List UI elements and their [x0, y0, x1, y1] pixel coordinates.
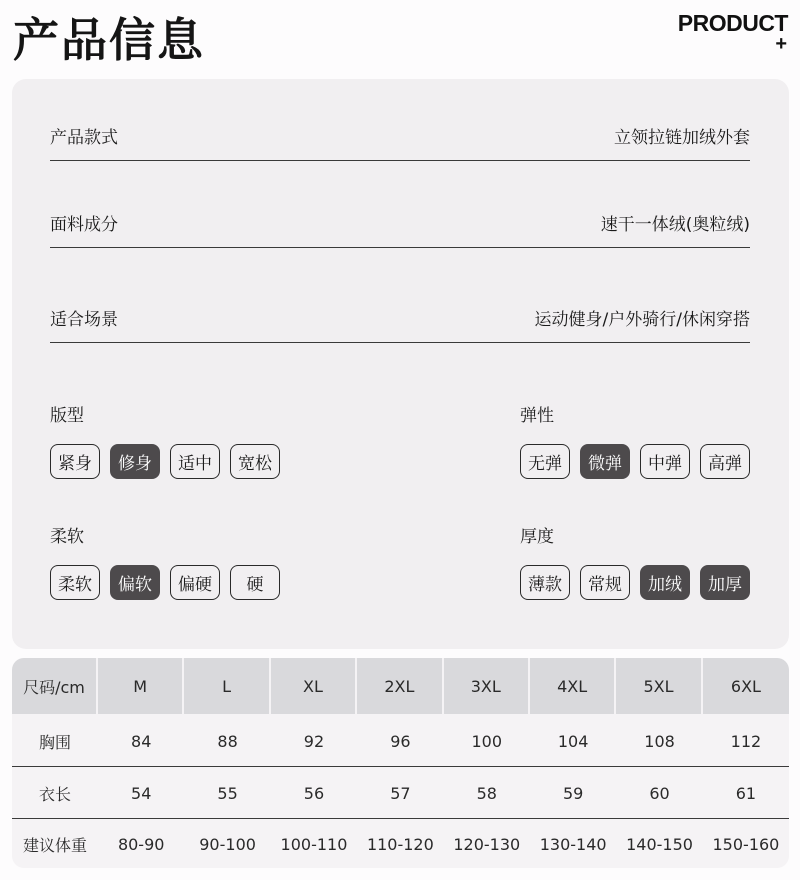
row-label: 衣长	[38, 784, 71, 804]
table-cell: 92	[303, 731, 325, 751]
info-label: 面料成分	[50, 215, 118, 235]
table-cell: 120-130	[453, 834, 521, 854]
info-label: 产品款式	[50, 128, 118, 148]
pill-option[interactable]: 适中	[170, 444, 220, 479]
header-cell: 4XL	[530, 658, 616, 714]
info-value: 速干一体绒(奥粒绒)	[600, 215, 750, 235]
header-cell: 2XL	[357, 658, 443, 714]
header-cell: M	[98, 658, 184, 714]
info-row-scene	[50, 305, 750, 343]
table-row	[12, 820, 789, 868]
pill-option[interactable]: 紧身	[50, 444, 100, 479]
table-cell: 61	[735, 783, 757, 803]
table-cell: 96	[390, 731, 411, 751]
header-cell: 6XL	[730, 676, 761, 696]
product-info-card	[12, 79, 789, 649]
plus-icon: +	[775, 33, 787, 55]
info-label: 适合场景	[50, 310, 118, 330]
info-row-fabric	[50, 210, 750, 248]
pill-option[interactable]: 柔软	[50, 565, 100, 600]
attr-label: 柔软	[50, 527, 84, 547]
table-row	[12, 716, 789, 767]
pill-option[interactable]: 偏硬	[170, 565, 220, 600]
attr-label: 厚度	[520, 527, 554, 547]
table-cell: 108	[644, 731, 675, 751]
pill-option-selected[interactable]: 偏软	[110, 565, 160, 600]
header-cell: XL	[271, 658, 357, 714]
pill-option[interactable]: 宽松	[230, 444, 280, 479]
table-cell: 90-100	[199, 834, 256, 854]
info-value: 运动健身/户外骑行/休闲穿搭	[534, 310, 750, 330]
brand-word: PRODUCT	[677, 10, 788, 36]
header-cell: 尺码/cm	[12, 658, 98, 714]
attr-group-elasticity	[520, 401, 760, 479]
attr-group-thickness	[520, 522, 760, 600]
table-cell: 84	[131, 731, 152, 751]
pill-option-selected[interactable]: 加绒	[640, 565, 690, 600]
table-cell: 150-160	[712, 834, 780, 854]
pill-row	[520, 444, 760, 479]
attr-label: 版型	[50, 406, 84, 426]
header-cell: 3XL	[444, 658, 530, 714]
table-row	[12, 768, 789, 819]
attr-label: 弹性	[520, 406, 554, 426]
table-cell: 110-120	[366, 834, 434, 854]
table-cell: 80-90	[117, 834, 165, 854]
header-cell: 5XL	[616, 658, 702, 714]
row-label: 胸围	[38, 732, 71, 752]
pill-row	[50, 565, 290, 600]
pill-option[interactable]: 常规	[580, 565, 630, 600]
header-cell: L	[184, 658, 270, 714]
table-cell: 58	[476, 783, 497, 803]
table-cell: 60	[649, 783, 670, 803]
pill-option[interactable]: 无弹	[520, 444, 570, 479]
attr-group-softness	[50, 522, 290, 600]
size-table-header	[12, 658, 789, 714]
pill-row	[520, 565, 760, 600]
pill-option-selected[interactable]: 修身	[110, 444, 160, 479]
table-cell: 56	[303, 783, 325, 803]
table-cell: 140-150	[626, 834, 693, 854]
page-title: 产品信息	[13, 13, 205, 67]
attr-group-fit	[50, 401, 290, 479]
info-value: 立领拉链加绒外套	[614, 128, 750, 148]
size-table	[12, 658, 789, 868]
pill-option-selected[interactable]: 微弹	[580, 444, 630, 479]
pill-option[interactable]: 薄款	[520, 565, 570, 600]
row-label: 建议体重	[22, 835, 87, 855]
table-cell: 100-110	[280, 834, 348, 854]
table-cell: 59	[562, 783, 584, 803]
pill-row	[50, 444, 290, 479]
pill-option[interactable]: 高弹	[700, 444, 750, 479]
table-cell: 112	[730, 731, 762, 751]
pill-option[interactable]: 中弹	[640, 444, 690, 479]
info-row-style	[50, 123, 750, 161]
table-cell: 57	[390, 783, 411, 803]
pill-option[interactable]: 硬	[230, 565, 280, 600]
brand-mark	[678, 11, 788, 53]
table-cell: 130-140	[539, 834, 607, 854]
table-cell: 88	[217, 731, 238, 751]
table-cell: 55	[217, 783, 238, 803]
table-cell: 100	[471, 731, 503, 751]
pill-option-selected[interactable]: 加厚	[700, 565, 750, 600]
table-cell: 54	[131, 783, 152, 803]
table-cell: 104	[557, 731, 589, 751]
